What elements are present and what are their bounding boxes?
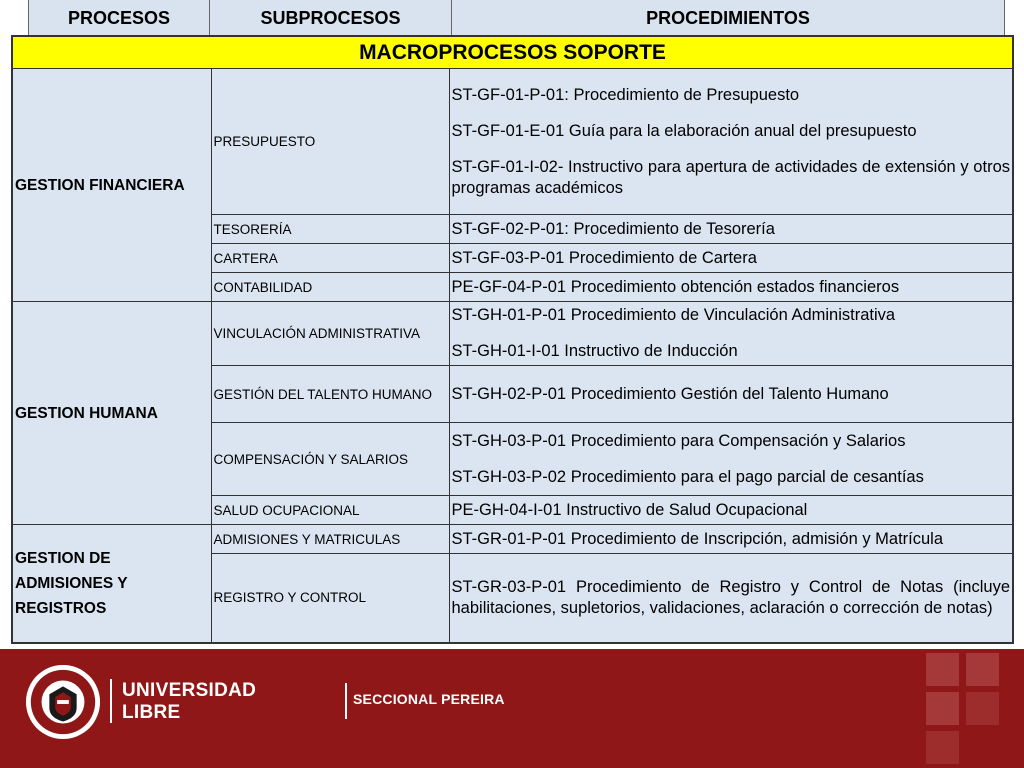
procedures-compensacion (449, 423, 1013, 496)
procedure-item: ST-GH-01-I-01 Instructivo de Inducción (451, 342, 738, 360)
process-gestion-admisiones: GESTION DE ADMISIONES Y REGISTROS (12, 525, 211, 643)
subprocess-salud-ocupacional: SALUD OCUPACIONAL (211, 496, 449, 525)
procedure-item: ST-GR-01-P-01 Procedimiento de Inscripción, admisión y Matrícula (449, 525, 1013, 554)
subprocess-admisiones: ADMISIONES Y MATRICULAS (211, 525, 449, 554)
decorative-square (926, 653, 959, 686)
procedure-item: ST-GF-02-P-01: Procedimiento de Tesorería (449, 215, 1013, 244)
procedure-item: ST-GF-01-I-02- Instructivo para apertura de actividades de extensión y otros programas académicos (451, 157, 1010, 197)
seccional-label: SECCIONAL PEREIRA (353, 691, 505, 707)
header-procesos: PROCESOS (29, 0, 210, 37)
decorative-square (966, 692, 999, 725)
procedure-item: ST-GF-01-P-01: Procedimiento de Presupuesto (451, 85, 800, 104)
subprocess-tesoreria: TESORERÍA (211, 215, 449, 244)
brand-name (122, 680, 256, 724)
subprocess-compensacion: COMPENSACIÓN Y SALARIOS (211, 423, 449, 496)
macroprocesos-table (11, 35, 1014, 644)
procedure-item: PE-GF-04-P-01 Procedimiento obtención estados financieros (449, 273, 1013, 302)
decorative-square (926, 731, 959, 764)
brand-divider (110, 679, 112, 723)
university-seal-icon (24, 663, 102, 741)
table-title: MACROPROCESOS SOPORTE (12, 36, 1013, 69)
seccional-divider (345, 683, 347, 719)
brand-line-2: LIBRE (122, 702, 181, 723)
subprocess-vinculacion: VINCULACIÓN ADMINISTRATIVA (211, 302, 449, 366)
procedure-item: ST-GH-03-P-01 Procedimiento para Compensación y Salarios (451, 431, 906, 450)
procedure-item: ST-GF-03-P-01 Procedimiento de Cartera (449, 244, 1013, 273)
procedure-item: PE-GH-04-I-01 Instructivo de Salud Ocupacional (449, 496, 1013, 525)
procedure-item: ST-GH-03-P-02 Procedimiento para el pago parcial de cesantías (451, 467, 924, 486)
subprocess-presupuesto: PRESUPUESTO (211, 69, 449, 215)
column-header-row (28, 0, 1005, 37)
procedures-vinculacion (449, 302, 1013, 366)
header-subprocesos: SUBPROCESOS (210, 0, 452, 37)
subprocess-talento-humano: GESTIÓN DEL TALENTO HUMANO (211, 366, 449, 423)
procedure-item: ST-GH-02-P-01 Procedimiento Gestión del Talento Humano (449, 366, 1013, 423)
subprocess-contabilidad: CONTABILIDAD (211, 273, 449, 302)
subprocess-registro-control: REGISTRO Y CONTROL (211, 554, 449, 643)
footer-band (0, 649, 1024, 768)
procedures-presupuesto (449, 69, 1013, 215)
procedure-item: ST-GF-01-E-01 Guía para la elaboración anual del presupuesto (451, 121, 917, 140)
process-gestion-humana: GESTION HUMANA (12, 302, 211, 525)
decorative-square (926, 692, 959, 725)
process-gestion-financiera: GESTION FINANCIERA (12, 69, 211, 302)
brand-line-1: UNIVERSIDAD (122, 680, 257, 701)
procedure-item: ST-GH-01-P-01 Procedimiento de Vinculación Administrativa (451, 306, 896, 324)
procedure-item: ST-GR-03-P-01 Procedimiento de Registro y Control de Notas (incluye habilitaciones, supletorios, validaciones, aclaración o corrección de notas) (449, 554, 1013, 643)
header-procedimientos: PROCEDIMIENTOS (646, 8, 810, 28)
subprocess-cartera: CARTERA (211, 244, 449, 273)
decorative-square (966, 653, 999, 686)
